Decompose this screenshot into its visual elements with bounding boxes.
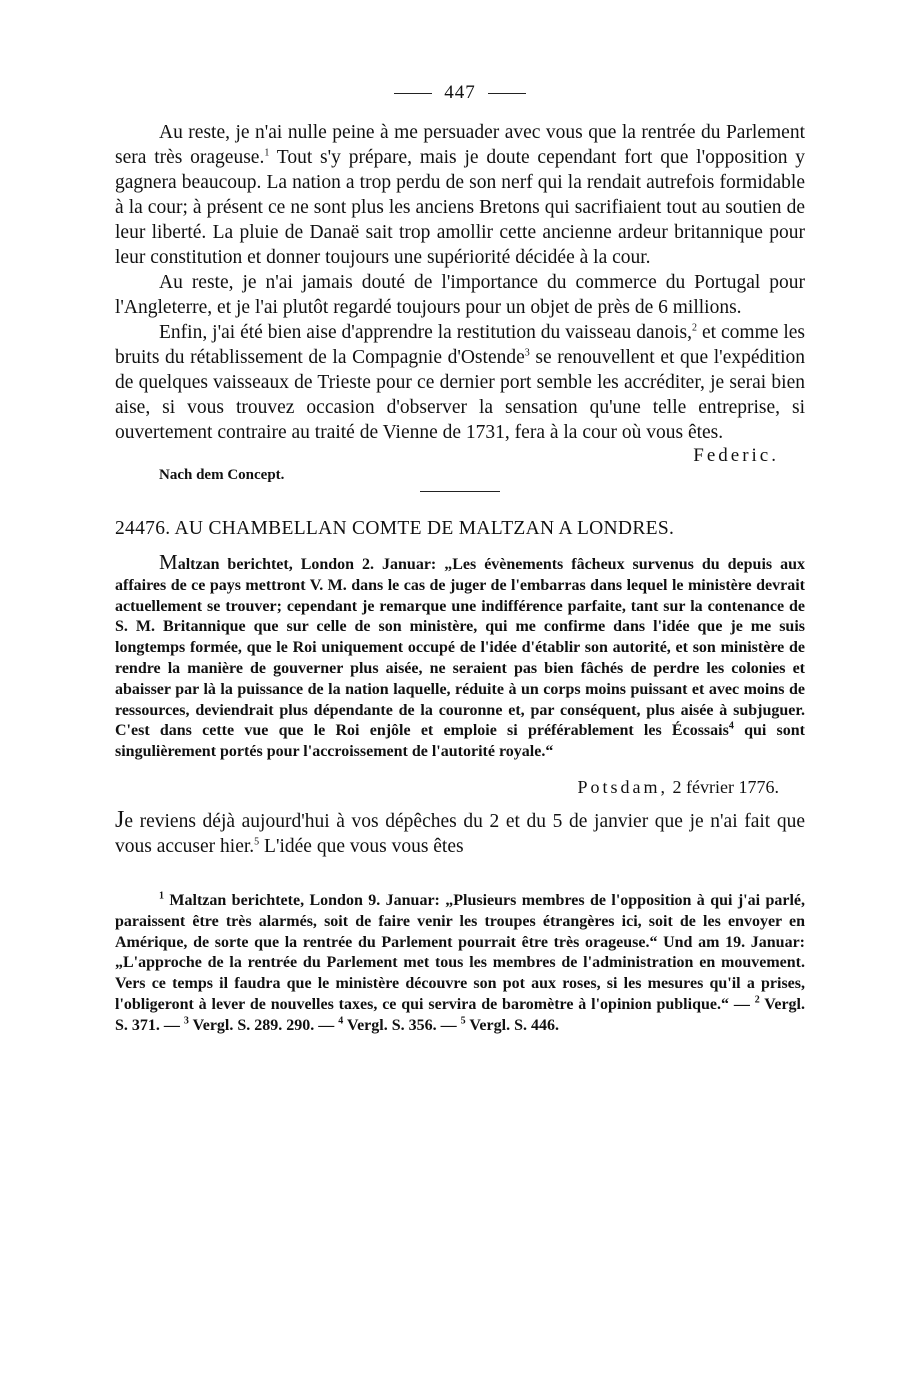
letter-body-text-b: L'idée que vous vous êtes [264, 835, 464, 857]
dateline-date: 2 février 1776. [672, 776, 779, 797]
footnote-4-text: Vergl. S. 356. — [346, 1016, 457, 1034]
footnote-mark-5: 5 [460, 1015, 466, 1027]
footnote-mark-2: 2 [754, 994, 760, 1006]
footnote-ref-1: 1 [264, 147, 270, 159]
document-page [115, 82, 805, 1037]
footnote-mark-3: 3 [183, 1015, 189, 1027]
paragraph-1-sentence-1: Au reste, je n'ai nulle peine à me persuader avec vous que la rentrée du Parlement sera très orageuse. [115, 122, 805, 168]
regest-text-a: altzan berichtet, London 2. Januar: „Les évènements fâcheux survenus du depuis aux affaires de ce pays mettront V. M. dans le cas de juger de l'embarras dans lequel le ministère devrait actuellement se trouver; cependant je remarque une indifférence parfaite, tant sur la contenance de S. M. Britannique que sur celle de son ministère, qui me confirme dans l'idée que je me suis longtemps formée, que le Roi uniquement occupé de l'idée d'établir son autorité, et son ministère de rendre la manière de gouverner plus aisée, ne seraient pas bien fâchés de perdre les colonies et abaisser par là la puissance de la nation laquelle, réduite à un corps moins puissant et avec moins de ressources, deviendrait plus dépendante de la couronne et, par conséquent, plus aisée à subjuguer. C'est dans cette vue que le Roi enjôle et emploie si préférablement les Écossais [115, 556, 805, 740]
footnote-2-text: Vergl. S. 371. — [115, 995, 805, 1034]
footnote-block [115, 891, 805, 1037]
source-note: Nach dem Concept. [159, 467, 285, 483]
dateline-place: Potsdam, [577, 776, 669, 797]
page-number-dash-left [394, 93, 432, 94]
paragraph-1-rest: Tout s'y prépare, mais je doute cependant fort que l'opposition y gagnera beaucoup. La nation a trop perdu de son nerf qui la rendait autrefois formidable à la cour; à présent ce ne sont plus les anciens Bretons qui sacrifiaient tout au soutien de leur liberté. La pluie de Danaë sait trop amollir cette ancienne ardeur britannique pour leur constitution et donner toujours une supériorité décidée à la cour. [115, 147, 805, 268]
paragraph-2: Au reste, je n'ai jamais douté de l'importance du commerce du Portugal pour l'Angleterre, et je l'ai plutôt regardé toujours pour un objet de près de 6 millions. [115, 272, 805, 318]
letter-body-text-a: e reviens déjà aujourd'hui à vos dépêches du 2 et du 5 de janvier que je n'ai fait que vous accuser hier. [115, 810, 805, 857]
letter-continuation [115, 120, 805, 445]
letter-initial: J [115, 806, 125, 833]
dateline [115, 777, 779, 798]
paragraph-1 [115, 120, 805, 270]
page-number-line [115, 82, 805, 104]
signature-row [115, 445, 805, 491]
signature: Federic. [693, 445, 779, 466]
footnote-ref-4: 4 [728, 721, 734, 733]
footnote-5-text: Vergl. S. 446. [469, 1016, 559, 1034]
paragraph-3-part-1: Enfin, j'ai été bien aise d'apprendre la restitution du vaisseau danois, [159, 322, 693, 343]
regest-summary [115, 552, 805, 763]
page-number-dash-right [488, 93, 526, 94]
footnote-mark-4: 4 [338, 1015, 344, 1027]
letter-body [115, 808, 805, 859]
footnotes [115, 891, 805, 1037]
paragraph-3-part-3: se renouvellent et que l'expédition de quelques vaisseaux de Trieste pour ce dernier port semble les accréditer, je serai bien aise, si vous trouvez occasion d'observer la sensation qu'une telle entreprise, si ouvertement contraire au traité de Vienne de 1731, fera à la cour où vous êtes. [115, 347, 806, 443]
section-divider [420, 491, 500, 492]
footnote-1-text: Maltzan berichtete, London 9. Januar: „Plusieurs membres de l'opposition à qui j'ai parlé, paraissent être très alarmés, soit de faire venir les troupes étrangères ici, soit de les envoyer en Amérique, de sorte que la rentrée du Parlement pourrait être très orageuse.“ Und am 19. Januar: „L'approche de la rentrée du Parlement met tous les membres de l'administration en mouvement. Vers ce temps il faudra que le ministère découvre son pot aux roses, si les mesures qu'il a prises, l'obligeront à lever de nouvelles taxes, ce qui servira de baromètre à l'opinion publique.“ — [115, 891, 806, 1013]
page-number: 447 [444, 82, 476, 103]
footnote-ref-3: 3 [524, 347, 530, 359]
footnote-3-text: Vergl. S. 289. 290. — [192, 1016, 335, 1034]
footnote-mark-1: 1 [159, 890, 164, 902]
paragraph-3 [115, 320, 805, 445]
paragraph-3-part-2: et comme les bruits du rétablissement de la Compagnie d'Ostende [115, 322, 805, 368]
regest-initial: M [159, 550, 178, 574]
regest-text-b: qui sont singulièrement portés pour l'accroissement de l'autorité royale.“ [115, 722, 805, 761]
footnote-ref-5: 5 [254, 836, 260, 848]
footnote-ref-2: 2 [692, 322, 698, 334]
letter-heading: 24476. AU CHAMBELLAN COMTE DE MALTZAN A LONDRES. [115, 518, 675, 539]
